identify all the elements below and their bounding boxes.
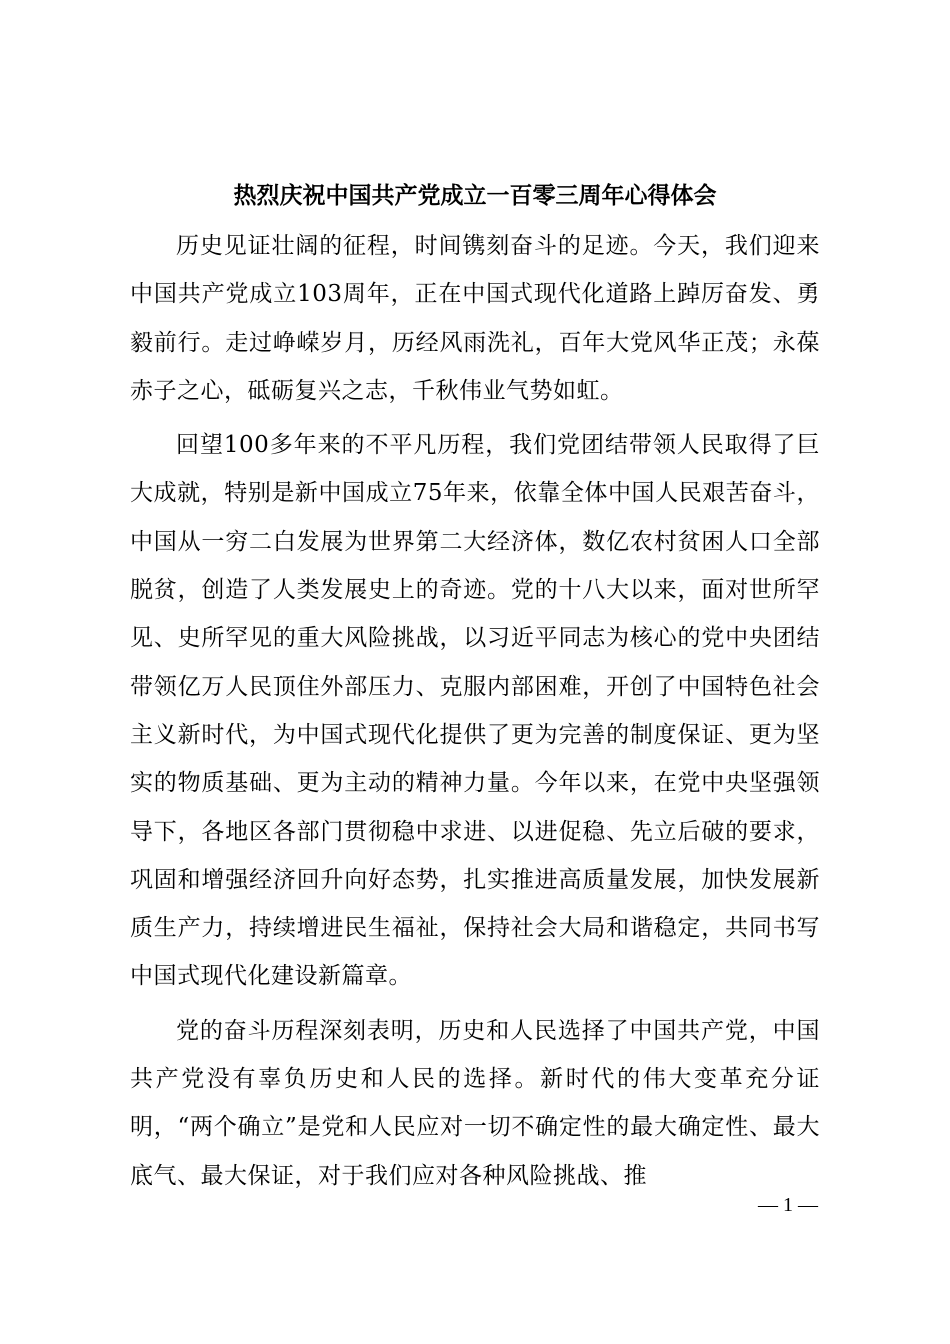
document-body — [130, 222, 820, 1200]
page-number: — 1 — — [758, 1194, 818, 1216]
paragraph-3: 党的奋斗历程深刻表明，历史和人民选择了中国共产党，中国共产党没有辜负历史和人民的选择。新时代的伟大变革充分证明，“两个确立”是党和人民应对一切不确定性的最大确定性、最大底气、最大保证，对于我们应对各种风险挑战、推 — [130, 1017, 820, 1189]
document-title: 热烈庆祝中国共产党成立一百零三周年心得体会 — [233, 182, 717, 209]
paragraph-1: 历史见证壮阔的征程，时间镌刻奋斗的足迹。今天，我们迎来中国共产党成立103周年，正在中国式现代化道路上踔厉奋发、勇毅前行。走过峥嵘岁月，历经风雨洗礼，百年大党风华正茂；永葆赤子之心，砥砺复兴之志，千秋伟业气势如虹。 — [130, 233, 820, 404]
paragraph-2: 回望100多年来的不平凡历程，我们党团结带领人民取得了巨大成就，特别是新中国成立75年来，依靠全体中国人民艰苦奋斗，中国从一穷二白发展为世界第二大经济体，数亿农村贫困人口全部脱贫，创造了人类发展史上的奇迹。党的十八大以来，面对世所罕见、史所罕见的重大风险挑战，以习近平同志为核心的党中央团结带领亿万人民顶住外部压力、克服内部困难，开创了中国特色社会主义新时代，为中国式现代化提供了更为完善的制度保证、更为坚实的物质基础、更为主动的精神力量。今年以来，在党中央坚强领导下，各地区各部门贯彻稳中求进、以进促稳、先立后破的要求，巩固和增强经济回升向好态势，扎实推进高质量发展，加快发展新质生产力，持续增进民生福祉，保持社会大局和谐稳定，共同书写中国式现代化建设新篇章。 — [130, 432, 820, 990]
